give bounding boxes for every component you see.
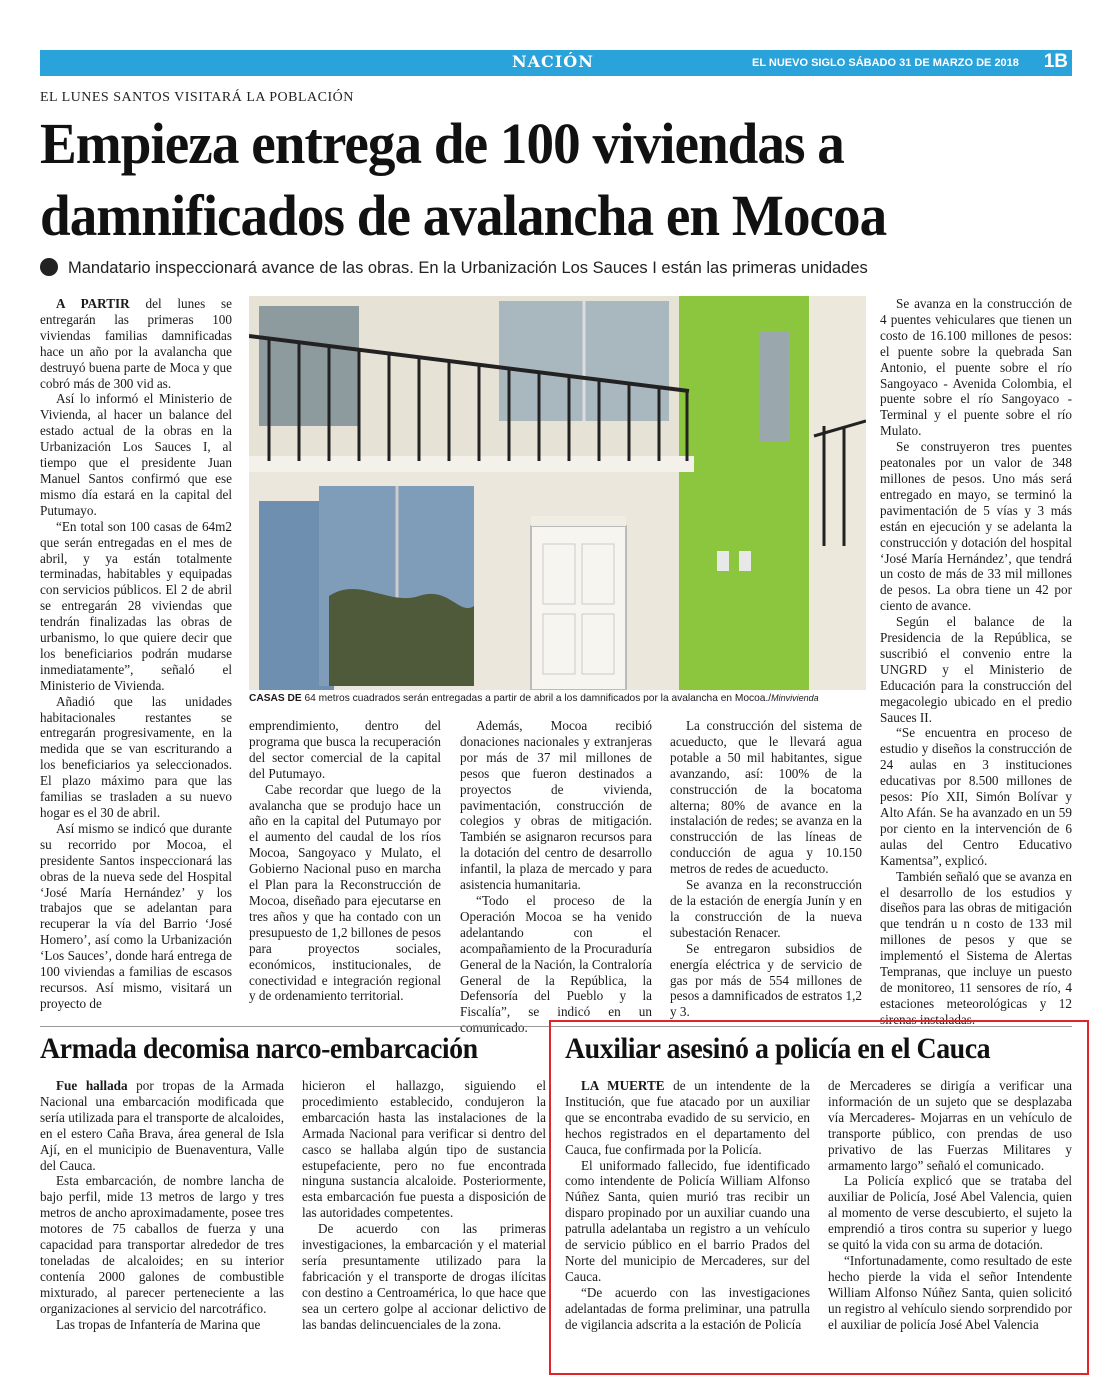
- paragraph: La construcción del sistema de acueducto, que le llevará agua potable a 50 mil habitantes, sigue avanzando, así: 100% de la construcción de la bocatoma alterna; 80% de avance en la instalación de redes; se avanza en la construcción de las líneas de conducción de agua y 10.150 metros de redes de acueducto.: [670, 718, 862, 877]
- article-column-3: [460, 718, 652, 1036]
- paragraph: De acuerdo con las primeras investigaciones, la embarcación y el material sería presuntamente utilizado para la fabricación y el transporte de drogas ilícitas con destino a Centroamérica, lo que hace que sea un certero golpe al accionar delictivo de las bandas delincuenciales de la zona.: [302, 1221, 546, 1332]
- paragraph: Así lo informó el Ministerio de Vivienda, al hacer un balance del estado actual de la obras en la Urbanización Los Sauces I, al tiempo que el presidente Juan Manuel Santos confirmó que ese mismo día estará en la capital del Putumayo.: [40, 391, 232, 518]
- paragraph: Las tropas de Infantería de Marina que: [56, 1316, 261, 1332]
- paragraph: “En total son 100 casas de 64m2 que serán entregadas en el mes de abril, y ya están totalmente terminadas, habitables y equipadas con servicios públicos. El 2 de abril se entregarán 28 viviendas que tendrán finalizadas las obras de urbanismo, lo que quiere decir que los beneficiarios podrán mudarse inmediatamente”, señaló el Ministerio de Vivienda.: [40, 518, 232, 693]
- paragraph: Cabe recordar que luego de la avalancha que se produjo hace un año en la capital del Putumayo por el aumento del caudal de los ríos Mocoa, Sangoyaco y Mulato, el Gobierno Nacional puso en marcha el Plan para la Reconstrucción de Mocoa, diseñado para ejecutarse en tres años y que ha contado con un presupuesto de 1,2 billones de pesos para proyectos sociales, económicos, institucionales, de conectividad e integración regional y de ordenamiento territorial.: [249, 781, 441, 1004]
- article2-column-2: [302, 1078, 546, 1333]
- headline-line-2: damnificados de avalancha en Mocoa: [40, 183, 887, 248]
- paragraph: Así mismo se indicó que durante su recorrido por Mocoa, el presidente Santos inspeccionará las obras de la nueva sede del Hospital ‘José María Hernández’ y los trabajos que se adelantan para recuperar la vía del Barrio ‘José Homero’, así como la Urbanización ‘Los Sauces’, donde hará entrega de 100 viviendas a familias de escasos recursos. Así mismo, visitará un proyecto de: [40, 820, 232, 1011]
- article2-column-1: [40, 1078, 284, 1333]
- houses-photo-illustration: [249, 296, 866, 690]
- article3-column-1: [565, 1078, 810, 1333]
- article-subhead: [40, 258, 868, 278]
- paragraph: Añadió que las unidades habitacionales restantes se entregarán progresivamente, en la medida que se van escriturando a los beneficiarios ya seleccionados. El plazo máximo para que las familias se trasladen a su nuevo hogar es el 30 de abril.: [40, 693, 232, 820]
- paragraph: A PARTIR del lunes se entregarán las primeras 100 viviendas familias damnificadas hace un año por la avalancha que destruyó buena parte de Moca y que cobró más de 300 vid as.: [40, 296, 233, 391]
- article-column-2: [249, 718, 441, 1004]
- paragraph: Esta embarcación, de nombre lancha de bajo perfil, mide 13 metros de largo y tres metros de ancho aproximadamente, posee tres motores de 75 caballos de fuerza y una capacidad para transportar alrededor de tres toneladas de alcaloides; en su interior contenía 2000 galones de combustible mixturado, al parecer perteneciente a las organizaciones al servicio del narcotráfico.: [40, 1173, 284, 1316]
- paragraph: “Todo el proceso de la Operación Mocoa se ha venido adelantando con el acompañamiento de la Procuraduría General de la Nación, la Contraloría General de la República, la Defensoría del Pueblo y la Fiscalía”, se indicó en un comunicado.: [460, 892, 652, 1036]
- article-kicker: EL LUNES SANTOS VISITARÁ LA POBLACIÓN: [40, 90, 354, 105]
- page-number: 1B: [1043, 51, 1068, 72]
- paragraph: También señaló que se avanza en el desarrollo de los estudios y diseños para las obras de mitigación que tendrán u n costo de 133 mil millones de pesos y que se implementó el Sistema de Alertas Tempranas, que incluye un puesto de monitoreo, 11 sensores de río, 4 estaciones meteorológicas y 12 sirenas instaladas.: [880, 868, 1072, 1027]
- lead-in: Fue hallada: [56, 1078, 128, 1093]
- paragraph: “Se encuentra en proceso de estudio y diseños la construcción de 24 aulas en 3 instituciones educativas por 8.500 millones de pesos: Pío XII, Simón Bolívar y Alto Afán. Se ha avanzado en un 59 por ciento en la intervención de 6 aulas del Centro Educativo Kamentsa”, explicó.: [880, 725, 1072, 868]
- article3-headline: Auxiliar asesinó a policía en el Cauca: [565, 1032, 991, 1065]
- article-column-4: [670, 718, 862, 1020]
- paragraph: Se entregaron subsidios de energía eléctrica y de servicio de gas por más de 554 millones de pesos a damnificados de estratos 1,2 y 3.: [670, 940, 862, 1020]
- paragraph: Se avanza en la construcción de 4 puentes vehiculares que tienen un costo de 16.100 millones de pesos: el puente sobre la quebrada San Antonio, el puente sobre el río Sangoyaco - Avenida Colombia, el puente sobre el río Sangoyaco - Terminal y el puente sobre el río Mulato.: [880, 296, 1072, 439]
- paragraph: Se construyeron tres puentes peatonales por un valor de 348 millones de pesos. Uno más será entregado en mayo, se terminó la pavimentación de 5 vías y 3 más están en ejecución y se adelanta la construcción y dotación del hospital ‘José María Hernández’, que tendrá un costo de más de 33 mil millones de pesos. La obra tiene un 42 por ciento de avance.: [880, 439, 1072, 614]
- photo-credit: Minvivienda: [771, 693, 819, 703]
- paragraph: LA MUERTE de un intendente de la Institución, que fue atacado por un auxiliar que se encontraba evadido de su servicio, en hechos registrados en el departamento del Cauca, fue confirmada por la Policía.: [565, 1078, 810, 1157]
- lead-in: A PARTIR: [56, 296, 130, 311]
- paragraph: “Infortunadamente, como resultado de este hecho pierde la vida el señor Intendente William Alfonso Núñez Santa, quien solicitó un registro al vehículo siendo sorprendido por el auxiliar de policía José Abel Valencia: [828, 1252, 1072, 1332]
- article2-headline: Armada decomisa narco-embarcación: [40, 1032, 478, 1065]
- bullet-icon: [40, 258, 58, 276]
- paragraph: Fue hallada por tropas de la Armada Nacional una embarcación modificada que sería utilizada para el transporte de alcaloides, en el estero Caña Brava, área general de Isla Ají, en el municipio de Buenaventura, Valle del Cauca.: [40, 1078, 284, 1173]
- article-column-1: [40, 296, 232, 1012]
- paragraph: de Mercaderes se dirigía a verificar una información de un sujeto que se desplazaba vía Mercaderes- Mojarras en un vehículo de transporte público, con prendas de uso privativo de las Fuerzas Militares y armamento largo” señaló el comunicado.: [828, 1078, 1072, 1173]
- section-header-bar: [40, 50, 1072, 76]
- paragraph: Además, Mocoa recibió donaciones nacionales y extranjeras por más de 37 mil millones de pesos que fueron destinados a proyectos de vivienda, pavimentación, construcción de colegios y obras de mitigación. También se asignaron recursos para la dotación del centro de desarrollo infantil, la plaza de mercado y para asistencia humanitaria.: [460, 718, 652, 893]
- paper-date: EL NUEVO SIGLO SÁBADO 31 DE MARZO DE 2018: [752, 57, 1019, 69]
- paragraph: emprendimiento, dentro del programa que busca la recuperación del sector comercial de la capital del Putumayo.: [249, 718, 441, 781]
- headline-line-1: Empieza entrega de 100 viviendas a: [40, 111, 844, 176]
- article3-column-2: [828, 1078, 1072, 1333]
- paragraph: “De acuerdo con las investigaciones adelantadas de forma preliminar, una patrulla de vigilancia adscrita a la estación de Policía: [565, 1284, 810, 1332]
- subhead-text: Mandatario inspeccionará avance de las obras. En la Urbanización Los Sauces I están las primeras unidades: [68, 259, 868, 277]
- section-name: NACIÓN: [512, 52, 594, 71]
- article-headline: [40, 108, 1028, 252]
- paragraph: El uniformado fallecido, fue identificado como intendente de Policía William Alfonso Núñez Santa, quien murió tras recibir un disparo propinado por un auxiliar cuando una patrulla adelantaba un registro a un vehículo de servicio público en el barrio Prados del Norte del municipio de Mercaderes, sur del Cauca.: [565, 1157, 810, 1284]
- lead-in: LA MUERTE: [581, 1078, 665, 1093]
- paragraph: Se avanza en la reconstrucción de la estación de energía Junín y en la construcción de la nueva subestación Renacer.: [670, 877, 862, 940]
- article-column-5: [880, 296, 1072, 1028]
- paragraph: La Policía explicó que se trataba del auxiliar de Policía, José Abel Valencia, quien al momento de verse descubierto, el sujeto la emprendió a tiros contra su superior y luego se quitó la vida con su arma de dotación.: [828, 1173, 1072, 1253]
- paragraph: hicieron el hallazgo, siguiendo el procedimiento establecido, condujeron la embarcación hasta las instalaciones de la Armada Nacional para verificar si dentro del casco se hallaba algún tipo de sustancia estupefaciente, pero no fue encontrada ninguna sustancia alcaloide. Posteriormente, esta embarcación fue puesta a disposición de las autoridades competentes.: [302, 1078, 546, 1221]
- article-photo: [249, 296, 866, 690]
- photo-caption: CASAS DE 64 metros cuadrados serán entregadas a partir de abril a los damnificados por la avalancha en Mocoa./Minvivienda: [249, 693, 819, 704]
- paragraph: Según el balance de la Presidencia de la República, se suscribió el convenio entre la UNGRD y el Ministerio de Educación para la construcción del megacolegio ubicado en el predio Sauces II.: [880, 614, 1072, 725]
